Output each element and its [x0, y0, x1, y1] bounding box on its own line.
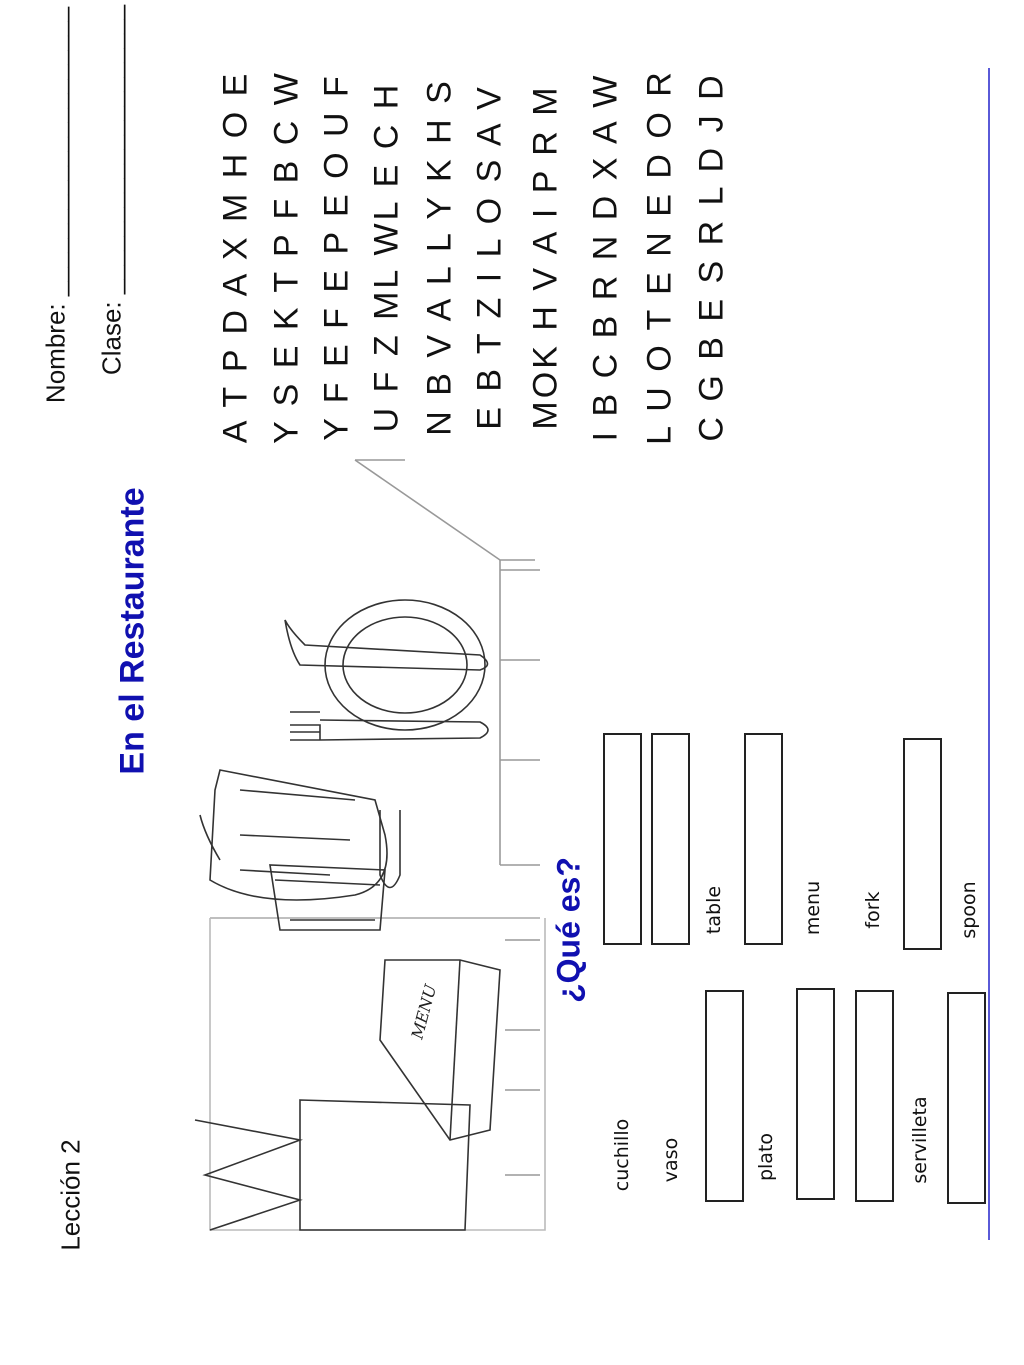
- restaurant-illustration: [180, 440, 570, 1240]
- grid-row: U F Z ML WL E C H: [367, 81, 406, 433]
- answer-box[interactable]: [855, 990, 894, 1202]
- question-heading: ¿Qué es?: [550, 857, 587, 1003]
- menu-label: MENU: [407, 982, 441, 1042]
- answer-box[interactable]: [947, 992, 986, 1204]
- page-rule-line: [988, 68, 990, 1240]
- class-field-label: Clase: ____________________: [96, 4, 127, 376]
- menu-shape: [380, 960, 500, 1140]
- lesson-label: Lección 2: [55, 1139, 86, 1251]
- vocab-word-menu: menu: [802, 880, 824, 936]
- grid-row: C G B E S R L D J D: [692, 72, 731, 442]
- vocab-word-spoon: spoon: [958, 881, 980, 939]
- answer-box[interactable]: [903, 738, 942, 950]
- napkin-holder-shape: [300, 1100, 470, 1230]
- vocab-word-vaso: vaso: [660, 1137, 682, 1183]
- grid-row: Y S E K T P F B C W: [267, 70, 306, 444]
- answer-box[interactable]: [705, 990, 744, 1202]
- name-field-label: Nombre: ____________________: [40, 6, 71, 404]
- grid-row: E B T Z I L O S A V: [470, 84, 509, 430]
- vocab-word-servilleta: servilleta: [909, 1096, 931, 1184]
- plate-shape: [325, 600, 485, 730]
- knife-shape: [285, 620, 488, 670]
- vocab-word-fork: fork: [862, 891, 884, 929]
- answer-box[interactable]: [651, 733, 690, 945]
- vocab-word-plato: plato: [755, 1132, 777, 1182]
- grid-row: A T P D A X M H O E: [216, 70, 255, 444]
- grid-row: MOK H V A I P R M: [526, 84, 565, 430]
- grid-row: Y F E F E P E O U F: [317, 73, 356, 441]
- vocab-word-cuchillo: cuchillo: [611, 1118, 633, 1192]
- grid-row: N B V A L L Y K H S: [420, 78, 459, 436]
- vocab-word-table: table: [703, 885, 725, 935]
- answer-box[interactable]: [796, 988, 835, 1200]
- grid-row: L U O T E N E D O R: [640, 69, 679, 445]
- answer-box[interactable]: [603, 733, 642, 945]
- grid-row: I B C B R N D X A W: [586, 72, 625, 442]
- page-title: En el Restaurante: [113, 487, 152, 775]
- answer-box[interactable]: [744, 733, 783, 945]
- spoon-shape: [380, 810, 400, 888]
- fork-shape: [290, 712, 488, 740]
